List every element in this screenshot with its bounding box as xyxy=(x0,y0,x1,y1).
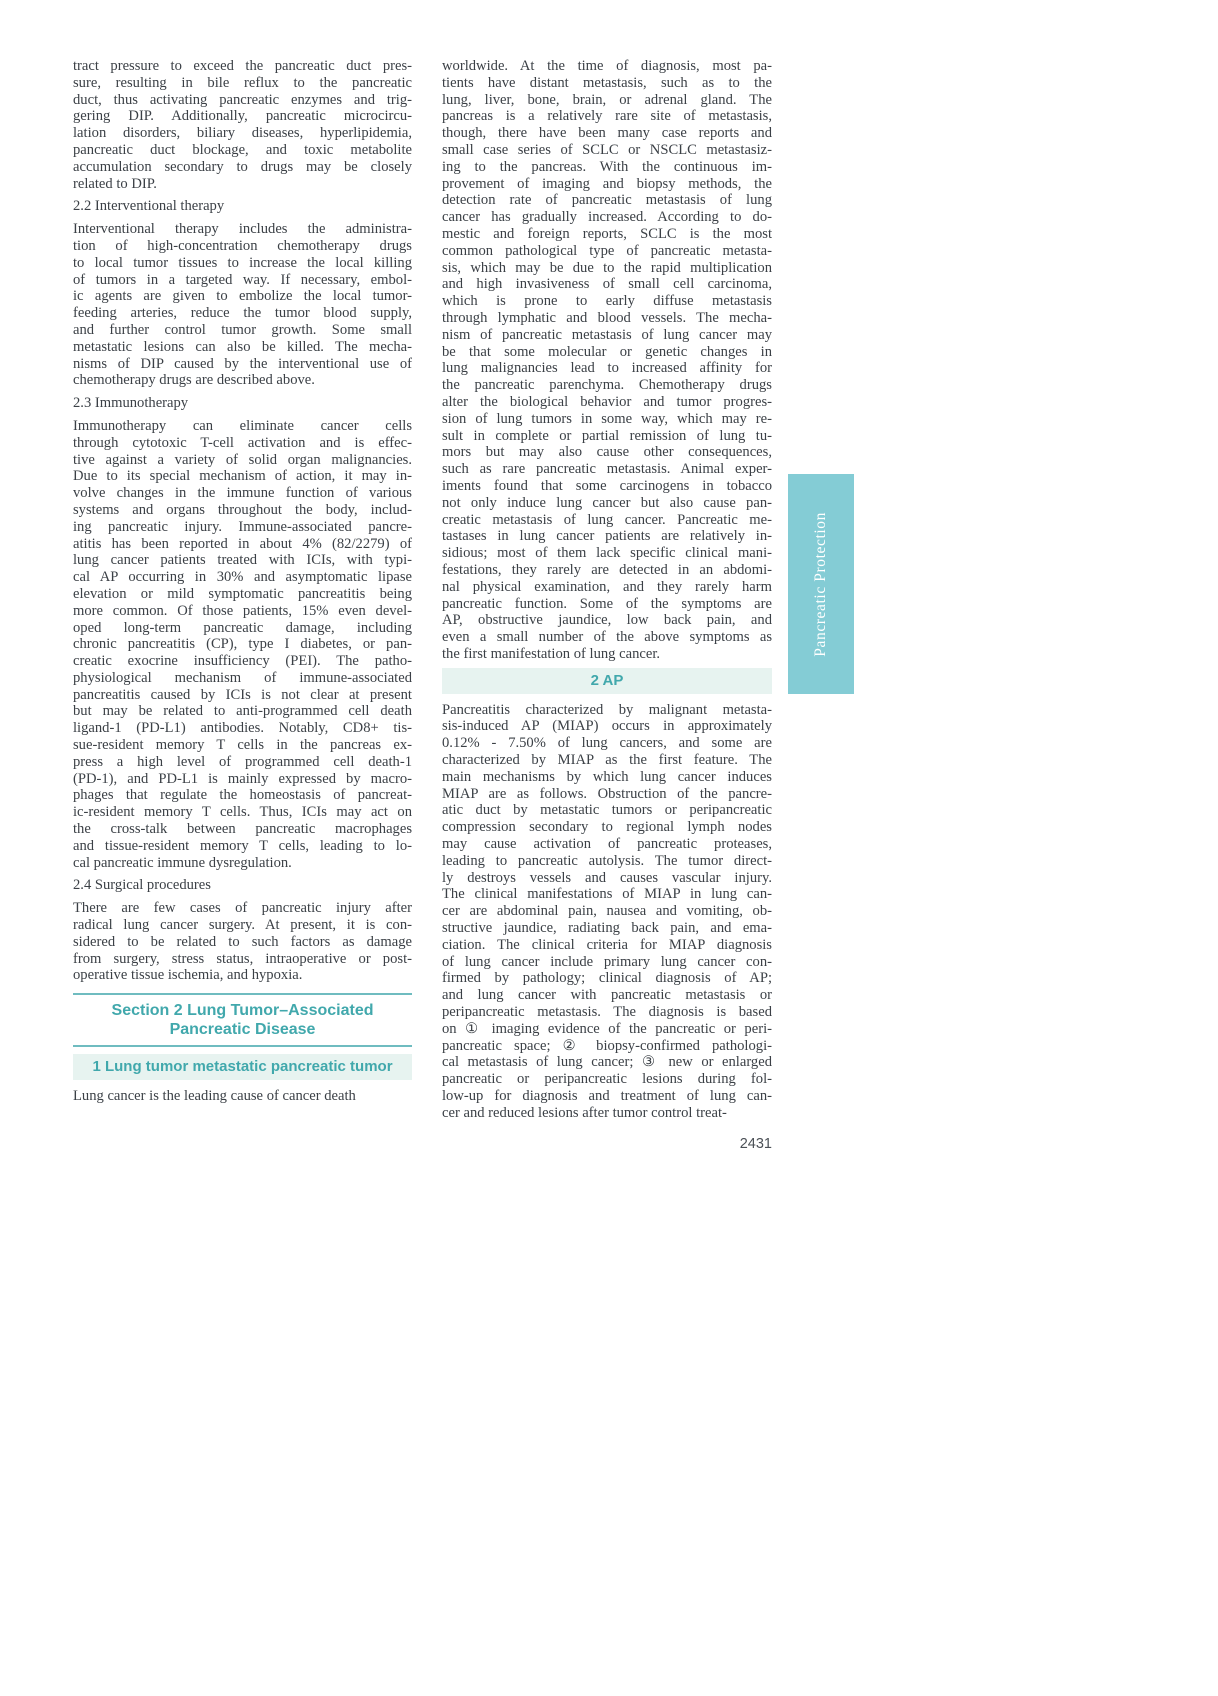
paragraph-line: more common. Of those patients, 15% even devel- xyxy=(73,602,412,619)
paragraph-line: main mechanisms by which lung cancer induces xyxy=(442,768,772,785)
paragraph-line: pancreatitis caused by ICIs is not clear at present xyxy=(73,686,412,703)
paragraph-line: metastatic lesions can also be killed. The mecha- xyxy=(73,338,412,355)
paragraph-line: low-up for diagnosis and treatment of lung can- xyxy=(442,1088,772,1105)
paragraph-line: firmed by pathology; clinical diagnosis of AP; xyxy=(442,970,772,987)
paragraph-line: operative tissue ischemia, and hypoxia. xyxy=(73,967,303,984)
paragraph-line: volve changes in the immune function of various xyxy=(73,485,412,502)
paragraph-line: sion of lung tumors in some way, which may re- xyxy=(442,410,772,427)
paragraph-line: pancreas is a relatively rare site of metastasis, xyxy=(442,108,772,125)
left-column xyxy=(73,58,412,1105)
paragraph-line: cancer has gradually increased. According to do- xyxy=(442,209,772,226)
paragraph-line: AP, obstructive jaundice, low back pain, and xyxy=(442,612,772,629)
paragraph-line: peripancreatic metastasis. The diagnosis is based xyxy=(442,1004,772,1021)
paragraph-line: There are few cases of pancreatic injury after xyxy=(73,900,412,917)
paragraph-line: which is prone to early diffuse metastasis xyxy=(442,293,772,310)
paragraph-line: cal metastasis of lung cancer; ③ new or enlarged xyxy=(442,1054,772,1071)
paragraph-line: alter the biological behavior and tumor progres- xyxy=(442,393,772,410)
paragraph-line: atitis has been reported in about 4% (82/2279) of xyxy=(73,535,412,552)
paragraph-line: creatic metastasis of lung cancer. Pancreatic me- xyxy=(442,511,772,528)
paragraph-line: to local tumor tissues to increase the local killing xyxy=(73,254,412,271)
paragraph-line: radical lung cancer surgery. At present, it is con- xyxy=(73,917,412,934)
paragraph-line: chemotherapy drugs are described above. xyxy=(73,372,315,389)
paragraph-line: Lung cancer is the leading cause of cancer death xyxy=(73,1088,356,1105)
paragraph-line: nisms of DIP caused by the interventional use of xyxy=(73,355,412,372)
paragraph-line: of lung cancer include primary lung cancer con- xyxy=(442,953,772,970)
paragraph-line: though, there have been many case reports and xyxy=(442,125,772,142)
paragraph-line: on ① imaging evidence of the pancreatic or peri- xyxy=(442,1020,772,1037)
paragraph-line: sis, which may be due to the rapid multiplication xyxy=(442,259,772,276)
paragraph-line: tion of high-concentration chemotherapy drugs xyxy=(73,237,412,254)
paragraph-line: provement of imaging and biopsy methods, the xyxy=(442,175,772,192)
section-heading-line: Pancreatic Disease xyxy=(169,1021,316,1039)
paragraph-line: through lymphatic and blood vessels. The mecha- xyxy=(442,309,772,326)
paragraph-line: through cytotoxic T-cell activation and is effec- xyxy=(73,434,412,451)
subheading: 2.4 Surgical procedures xyxy=(73,877,211,894)
paragraph-line: lung, liver, bone, brain, or adrenal gland. The xyxy=(442,91,772,108)
paragraph-line: tive against a variety of solid organ malignancies. xyxy=(73,451,412,468)
paragraph-line: sidered to be related to such factors as damage xyxy=(73,933,412,950)
paragraph-line: elevation or mild symptomatic pancreatitis being xyxy=(73,585,412,602)
paragraph-line: sult in complete or partial remission of lung tu- xyxy=(442,427,772,444)
paragraph-line: characterized by MIAP as the first feature. The xyxy=(442,752,772,769)
paragraph-line: sidious; most of them lack specific clinical mani- xyxy=(442,545,772,562)
paragraph xyxy=(442,58,772,663)
paragraph-line: Immunotherapy can eliminate cancer cells xyxy=(73,417,412,434)
subheading: 2.3 Immunotherapy xyxy=(73,395,189,412)
paragraph-line: Interventional therapy includes the administra- xyxy=(73,221,412,238)
paragraph-line: such as rare pancreatic metastasis. Animal exper- xyxy=(442,461,772,478)
paragraph-line: phages that regulate the homeostasis of pancreat- xyxy=(73,787,412,804)
paragraph-line: oped long-term pancreatic damage, including xyxy=(73,619,412,636)
paragraph-line: duct, thus activating pancreatic enzymes and trig- xyxy=(73,91,412,108)
paragraph-line: ic-resident memory T cells. Thus, ICIs may act on xyxy=(73,804,412,821)
paragraph-line: nal physical examination, and they rarely harm xyxy=(442,578,772,595)
paragraph-line: iments found that some carcinogens in tobacco xyxy=(442,477,772,494)
paragraph-line: sue-resident memory T cells in the pancreas ex- xyxy=(73,737,412,754)
paragraph-line: ligand-1 (PD-L1) antibodies. Notably, CD8+ tis- xyxy=(73,720,412,737)
paragraph xyxy=(73,900,412,984)
section-heading-line: Section 2 Lung Tumor–Associated xyxy=(111,1002,374,1020)
paragraph-line: press a high level of programmed cell death-1 xyxy=(73,753,412,770)
paragraph-line: physiological mechanism of immune-associated xyxy=(73,669,412,686)
paragraph-line: not only induce lung cancer but also cause pan- xyxy=(442,494,772,511)
paragraph-line: feeding arteries, reduce the tumor blood supply, xyxy=(73,305,412,322)
paragraph-line: cal AP occurring in 30% and asymptomatic lipase xyxy=(73,569,412,586)
paragraph xyxy=(73,58,412,192)
paragraph-line: tastases in lung cancer patients are relatively in- xyxy=(442,528,772,545)
paragraph-line: structive jaundice, radiating back pain, and ema- xyxy=(442,920,772,937)
paragraph-line: of tumors in a targeted way. If necessary, embol- xyxy=(73,271,412,288)
paragraph-line: cer and reduced lesions after tumor control treat- xyxy=(442,1104,727,1121)
paragraph-line: ly destroys vessels and causes vascular injury. xyxy=(442,869,772,886)
paragraph-line: ic agents are given to embolize the local tumor- xyxy=(73,288,412,305)
paragraph-line: 0.12% - 7.50% of lung cancers, and some are xyxy=(442,735,772,752)
paragraph-line: ing to the pancreas. With the continuous im- xyxy=(442,158,772,175)
paragraph-line: pancreatic duct blockage, and toxic metabolite xyxy=(73,141,412,158)
paragraph-line: detection rate of pancreatic metastasis of lung xyxy=(442,192,772,209)
chapter-thumb-tab-label: Pancreatic Protection xyxy=(812,511,829,657)
paragraph-line: the cross-talk between pancreatic macrophages xyxy=(73,821,412,838)
subheading: 2.2 Interventional therapy xyxy=(73,198,225,215)
paragraph-line: creatic exocrine insufficiency (PEI). The patho- xyxy=(73,653,412,670)
paragraph-line: but may be related to anti-programmed cell death xyxy=(73,703,412,720)
paragraph-line: pancreatic or peripancreatic lesions during fol- xyxy=(442,1071,772,1088)
paragraph-line: cer are abdominal pain, nausea and vomiting, ob- xyxy=(442,903,772,920)
band-heading: 1 Lung tumor metastatic pancreatic tumor xyxy=(73,1054,412,1080)
chapter-thumb-tab xyxy=(788,474,854,694)
paragraph xyxy=(442,702,772,1122)
paragraph-line: may cause activation of pancreatic proteases, xyxy=(442,836,772,853)
paragraph-line: pancreatic function. Some of the symptoms are xyxy=(442,595,772,612)
paragraph-line: from surgery, stress status, intraoperative or post- xyxy=(73,950,412,967)
paragraph-line: ing pancreatic injury. Immune-associated pancre- xyxy=(73,518,412,535)
paragraph-line: festations, they rarely are detected in an abdomi- xyxy=(442,561,772,578)
paragraph-line: gering DIP. Additionally, pancreatic microcircu- xyxy=(73,108,412,125)
paragraph-line: and high invasiveness of small cell carcinoma, xyxy=(442,276,772,293)
paragraph-line: atic duct by metastatic tumors or peripancreatic xyxy=(442,802,772,819)
paragraph-line: sis-induced AP (MIAP) occurs in approximately xyxy=(442,718,772,735)
paragraph-line: the first manifestation of lung cancer. xyxy=(442,645,661,662)
paragraph-line: related to DIP. xyxy=(73,175,157,192)
paragraph-line: lung cancer patients treated with ICIs, with typi- xyxy=(73,552,412,569)
paragraph-line: leading to pancreatic autolysis. The tumor direct- xyxy=(442,852,772,869)
paragraph xyxy=(73,1088,412,1105)
paragraph-line: tients have distant metastasis, such as to the xyxy=(442,74,772,91)
paragraph-line: and further control tumor growth. Some small xyxy=(73,321,412,338)
paragraph-line: worldwide. At the time of diagnosis, most pa- xyxy=(442,58,772,74)
paragraph-line: common pathological type of pancreatic metasta- xyxy=(442,242,772,259)
paragraph-line: and lung cancer with pancreatic metastasis or xyxy=(442,987,772,1004)
right-column xyxy=(442,58,772,1122)
paragraph-line: chronic pancreatitis (CP), type I diabetes, or pan- xyxy=(73,636,412,653)
paragraph-line: pancreatic space; ② biopsy-confirmed pathologi- xyxy=(442,1037,772,1054)
paragraph-line: Pancreatitis characterized by malignant metasta- xyxy=(442,701,772,718)
paragraph-line: sure, resulting in bile reflux to the pancreatic xyxy=(73,74,412,91)
paragraph-line: lung malignancies lead to increased affinity for xyxy=(442,360,772,377)
paragraph-line: small case series of SCLC or NSCLC metastasiz- xyxy=(442,141,772,158)
page-number: 2431 xyxy=(739,1136,772,1152)
paragraph-line: Due to its special mechanism of action, it may in- xyxy=(73,468,412,485)
paragraph-line: mestic and foreign reports, SCLC is the most xyxy=(442,225,772,242)
paragraph-line: ciation. The clinical criteria for MIAP diagnosis xyxy=(442,936,772,953)
paragraph-line: tract pressure to exceed the pancreatic duct pres- xyxy=(73,58,412,74)
paragraph-line: even a small number of the above symptoms as xyxy=(442,629,772,646)
paragraph-line: cal pancreatic immune dysregulation. xyxy=(73,854,292,871)
paragraph-line: accumulation secondary to drugs may be closely xyxy=(73,158,412,175)
paragraph-line: (PD-1), and PD-L1 is mainly expressed by macro- xyxy=(73,770,412,787)
paragraph xyxy=(73,418,412,872)
section-heading xyxy=(73,993,412,1047)
paragraph-line: be that some molecular or genetic changes in xyxy=(442,343,772,360)
paragraph-line: compression secondary to regional lymph nodes xyxy=(442,819,772,836)
paragraph-line: and tissue-resident memory T cells, leading to lo- xyxy=(73,837,412,854)
paragraph-line: lation disorders, biliary diseases, hyperlipidemia, xyxy=(73,125,412,142)
paragraph xyxy=(73,221,412,389)
paragraph-line: MIAP are as follows. Obstruction of the pancre- xyxy=(442,785,772,802)
paragraph-line: The clinical manifestations of MIAP in lung can- xyxy=(442,886,772,903)
paragraph-line: the pancreatic parenchyma. Chemotherapy drugs xyxy=(442,377,772,394)
paragraph-line: mors but may also cause other consequences, xyxy=(442,444,772,461)
paragraph-line: systems and organs throughout the body, includ- xyxy=(73,501,412,518)
paragraph-line: nism of pancreatic metastasis of lung cancer may xyxy=(442,326,772,343)
band-heading: 2 AP xyxy=(442,668,772,694)
